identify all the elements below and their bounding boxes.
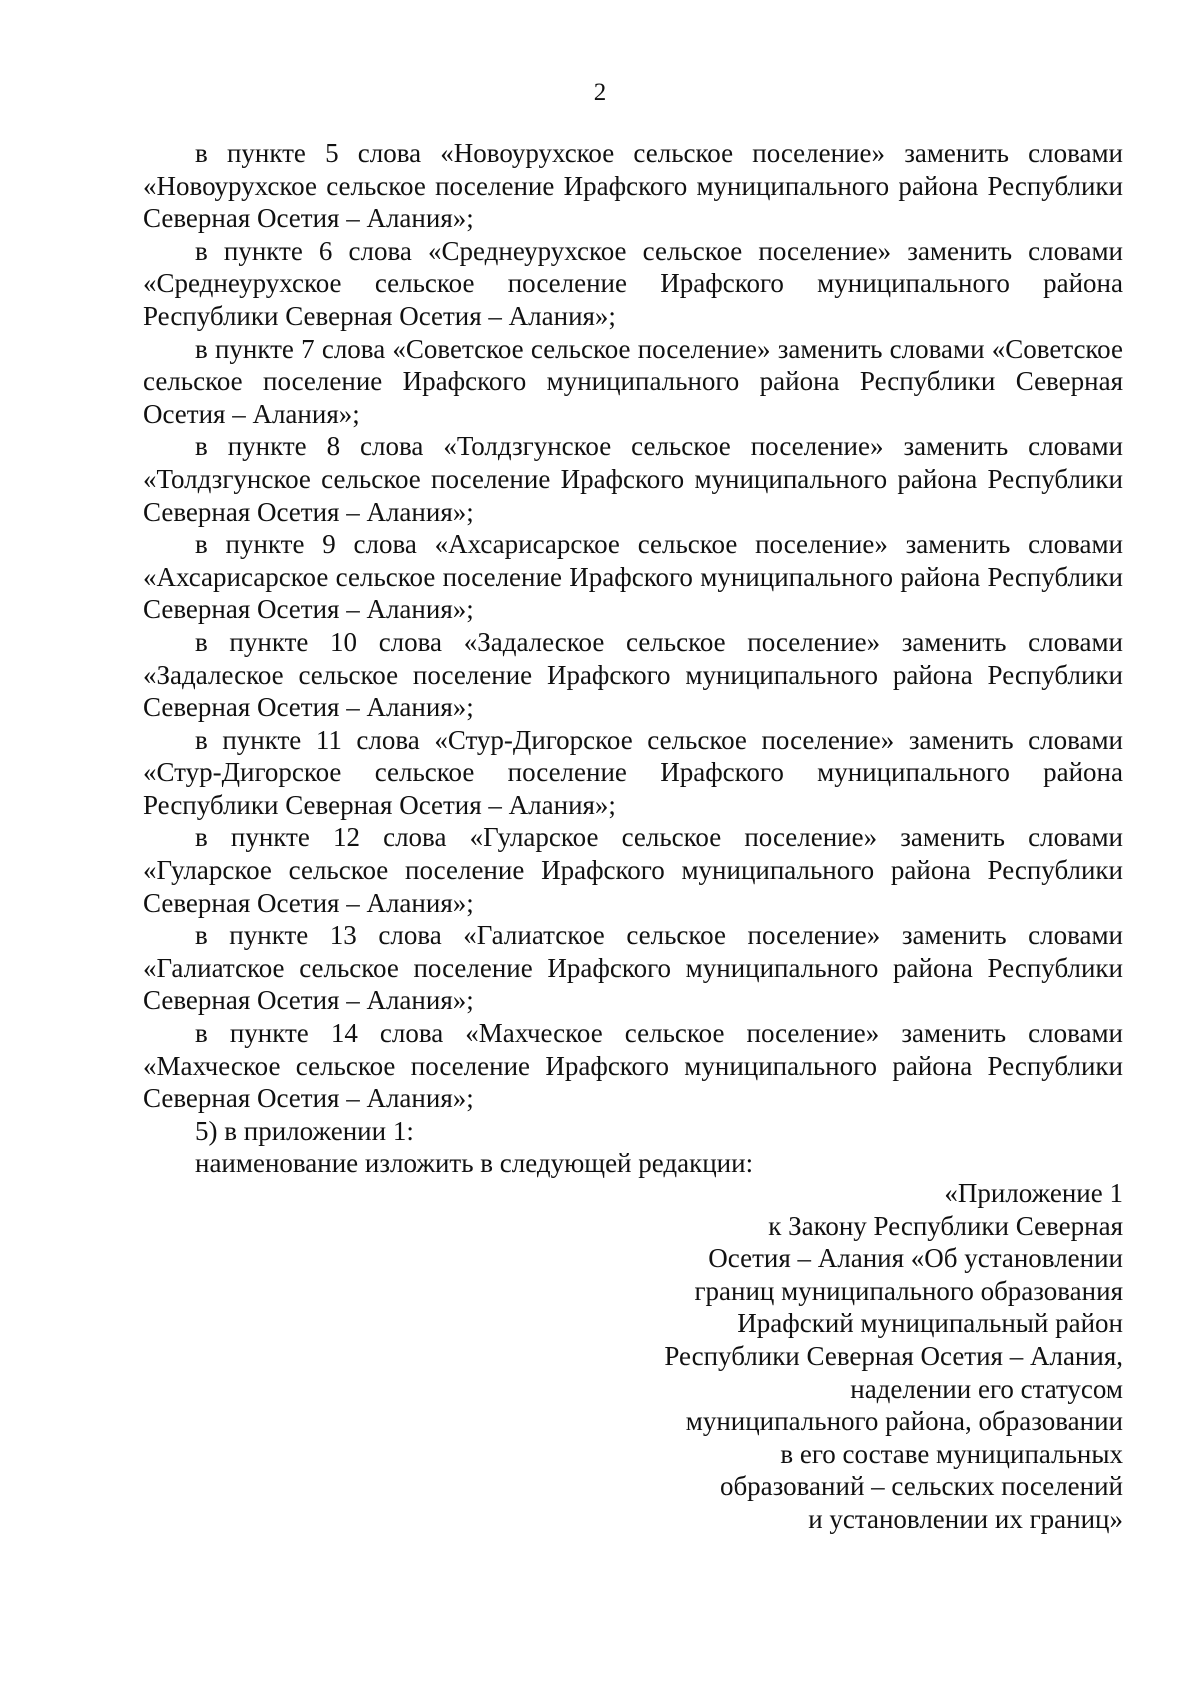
paragraph-point-13: в пункте 13 слова «Галиатское сельское поселение» заменить словами «Галиатское сельское поселение Ирафского муниципального района Республики Северная Осетия – Алания»; — [143, 920, 1123, 1016]
appendix-line: наделении его статусом — [850, 1373, 1123, 1404]
appendix-line: Осетия – Алания «Об установлении — [708, 1243, 1123, 1274]
paragraph-point-7: в пункте 7 слова «Советское сельское поселение» заменить словами «Советское сельское поселение Ирафского муниципального района Республики Северная Осетия – Алания»; — [143, 333, 1123, 429]
appendix-line: границ муниципального образования — [694, 1275, 1123, 1306]
paragraph-naming-edit: наименование изложить в следующей редакции: — [195, 1148, 754, 1179]
paragraph-point-12: в пункте 12 слова «Гуларское сельское поселение» заменить словами «Гуларское сельское поселение Ирафского муниципального района Республики Северная Осетия – Алания»; — [143, 822, 1123, 918]
paragraph-point-5: в пункте 5 слова «Новоурухское сельское поселение» заменить словами «Новоурухское сельское поселение Ирафского муниципального района Республики Северная Осетия – Алания»; — [143, 138, 1123, 234]
appendix-line: Республики Северная Осетия – Алания, — [664, 1340, 1123, 1371]
appendix-line: к Закону Республики Северная — [768, 1210, 1123, 1241]
paragraph-point-9: в пункте 9 слова «Ахсарисарское сельское поселение» заменить словами «Ахсарисарское сельское поселение Ирафского муниципального района Республики Северная Осетия – Алания»; — [143, 529, 1123, 625]
paragraph-point-6: в пункте 6 слова «Среднеурухское сельское поселение» заменить словами «Среднеурухское сельское поселение Ирафского муниципального района Республики Северная Осетия – Алания»; — [143, 235, 1123, 331]
appendix-line: «Приложение 1 — [944, 1178, 1123, 1208]
paragraph-point-11: в пункте 11 слова «Стур-Дигорское сельское поселение» заменить словами «Стур-Дигорское сельское поселение Ирафского муниципального района Республики Северная Осетия – Алания»; — [143, 724, 1123, 820]
appendix-line: и установлении их границ» — [808, 1503, 1123, 1534]
document-body — [143, 137, 1123, 1180]
paragraph-point-10: в пункте 10 слова «Задалеское сельское поселение» заменить словами «Задалеское сельское поселение Ирафского муниципального района Республики Северная Осетия – Алания»; — [143, 626, 1123, 723]
paragraph-point-8: в пункте 8 слова «Толдзгунское сельское поселение» заменить словами «Толдзгунское сельское поселение Ирафского муниципального района Республики Северная Осетия – Алания»; — [143, 431, 1123, 527]
appendix-heading-block — [560, 1177, 1123, 1536]
page-number: 2 — [593, 79, 607, 106]
paragraph-appendix-1: 5) в приложении 1: — [195, 1115, 414, 1146]
appendix-line: в его составе муниципальных — [780, 1438, 1123, 1469]
paragraph-point-14: в пункте 14 слова «Махческое сельское поселение» заменить словами «Махческое сельское поселение Ирафского муниципального района Республики Северная Осетия – Алания»; — [143, 1018, 1123, 1114]
appendix-line: образований – сельских поселений — [719, 1471, 1123, 1502]
appendix-line: Ирафский муниципальный район — [737, 1308, 1123, 1339]
appendix-line: муниципального района, образовании — [685, 1406, 1123, 1437]
